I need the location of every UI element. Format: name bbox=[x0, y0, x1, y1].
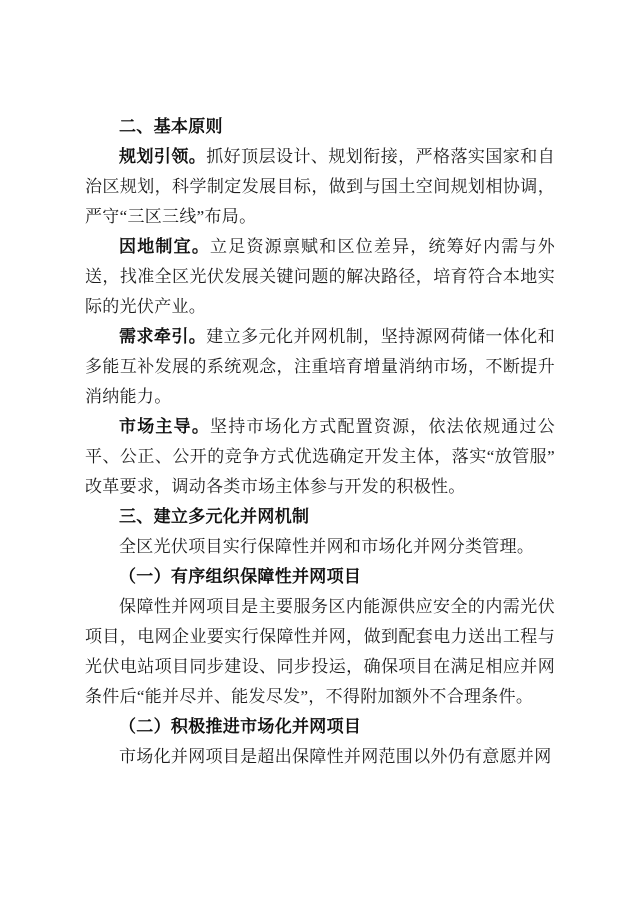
paragraph-demand-driven bbox=[85, 322, 555, 412]
section-heading-basic-principles: 二、基本原则 bbox=[119, 117, 223, 136]
paragraph-body-planning-guidance: 抓好顶层设计、规划衔接，严格落实国家和自治区规划，科学制定发展目标，做到与国土空间规划相协调，严守“三区三线”布局。 bbox=[85, 147, 556, 226]
paragraph-market-led bbox=[85, 412, 555, 502]
section-heading-grid-connection-mechanism: 三、建立多元化并网机制 bbox=[119, 507, 310, 526]
paragraph-guaranteed-grid-projects: 保障性并网项目是主要服务区内能源供应安全的内需光伏项目，电网企业要实行保障性并网，做到配套电力送出工程与光伏电站项目同步建设、同步投运，确保项目在满足相应并网条件后“能并尽并、能发尽发”，不得附加额外不合理条件。 bbox=[85, 597, 555, 706]
paragraph-lead-planning-guidance: 规划引领。 bbox=[119, 147, 207, 166]
paragraph-body-market-led: 坚持市场化方式配置资源，依法依规通过公平、公正、公开的竞争方式优选确定开发主体，落实“放管服”改革要求，调动各类市场主体参与开发的积极性。 bbox=[85, 417, 556, 496]
paragraph-lead-demand-driven: 需求牵引。 bbox=[119, 327, 207, 346]
paragraph-classification-management: 全区光伏项目实行保障性并网和市场化并网分类管理。 bbox=[119, 537, 535, 556]
paragraph-lead-local-conditions: 因地制宜。 bbox=[119, 237, 211, 256]
paragraph-lead-market-led: 市场主导。 bbox=[119, 417, 211, 436]
paragraph-local-conditions bbox=[85, 232, 555, 322]
paragraph-planning-guidance bbox=[85, 142, 555, 232]
subsection-heading-market-grid-projects: （二）积极推进市场化并网项目 bbox=[119, 717, 362, 736]
paragraph-body-local-conditions: 立足资源禀赋和区位差异，统筹好内需与外送，找准全区光伏发展关键问题的解决路径，培育符合本地实际的光伏产业。 bbox=[85, 237, 556, 316]
subsection-heading-guaranteed-grid-projects: （一）有序组织保障性并网项目 bbox=[119, 567, 362, 586]
paragraph-body-demand-driven: 建立多元化并网机制，坚持源网荷储一体化和多能互补发展的系统观念，注重培育增量消纳市场，不断提升消纳能力。 bbox=[85, 327, 556, 406]
paragraph-market-grid-projects: 市场化并网项目是超出保障性并网范围以外仍有意愿并网 bbox=[119, 747, 552, 766]
